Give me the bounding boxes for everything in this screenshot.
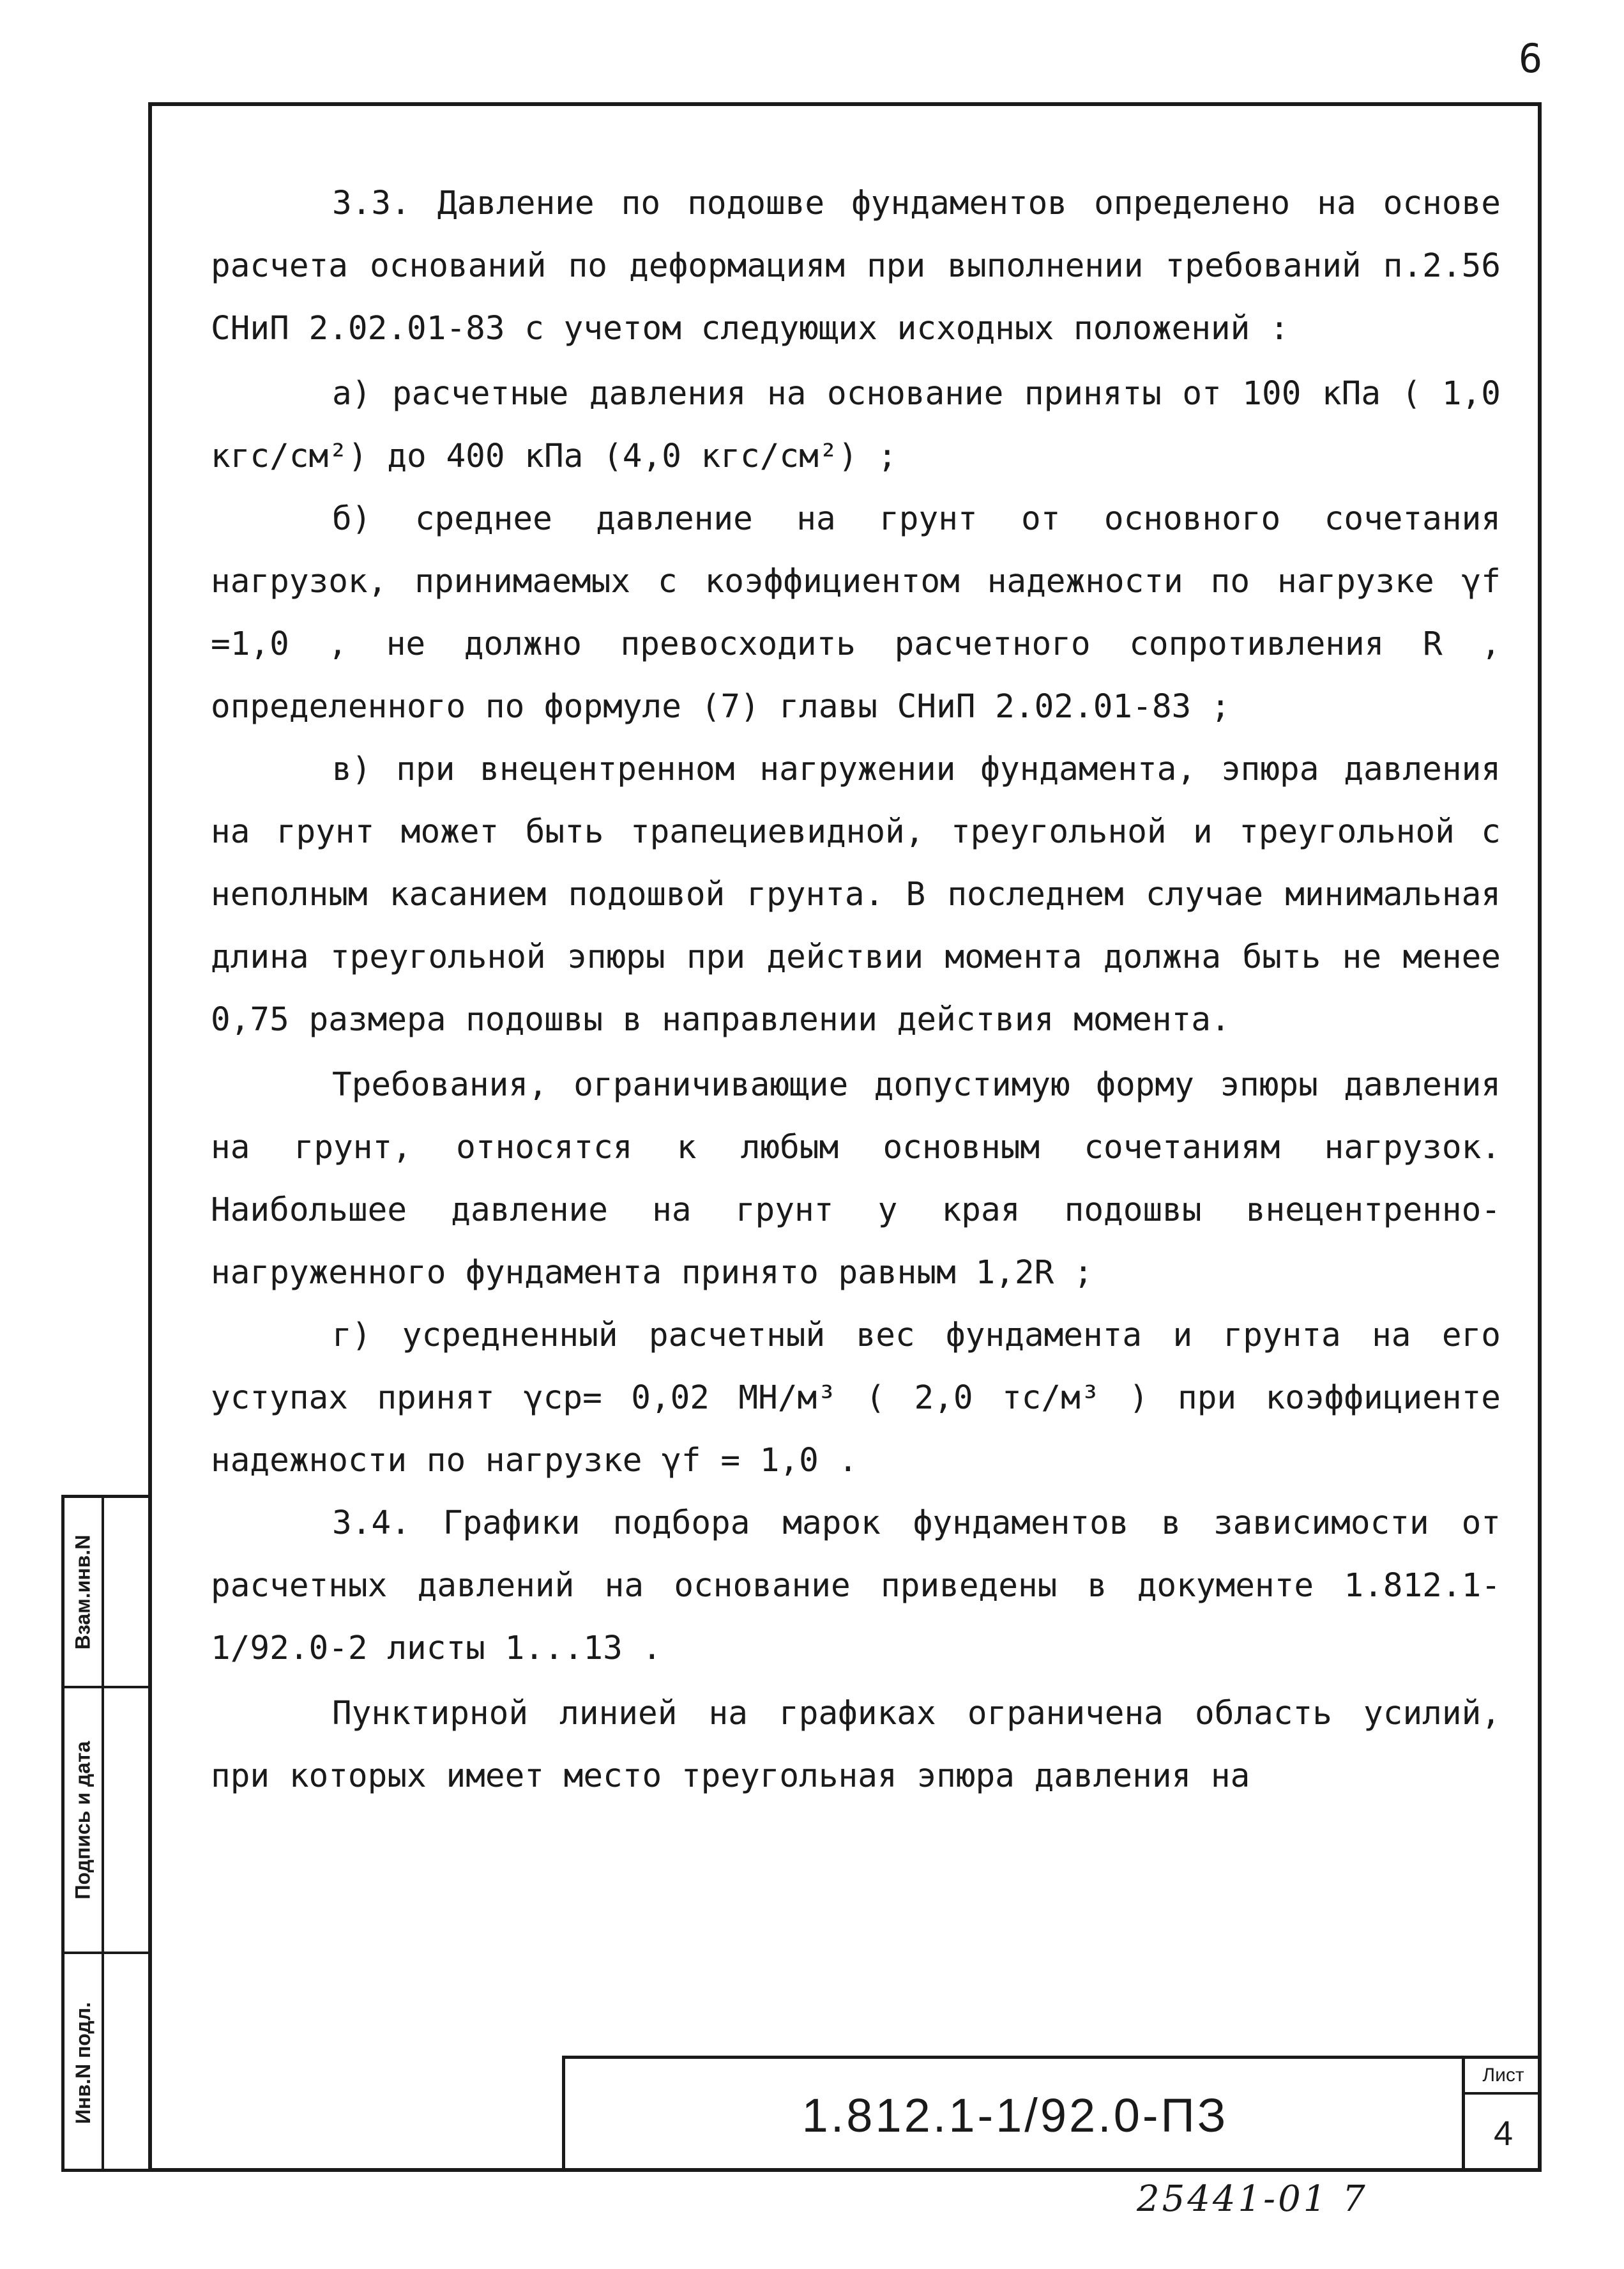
- paragraph-3-3: 3.3. Давление по подошве фундаментов определено на основе расчета оснований по деформациям при выполнении требований п.2.56 СНиП 2.02.01-83 с учетом следующих исходных положений :: [211, 185, 1501, 348]
- side-cell-vzam: [65, 1498, 102, 1686]
- paragraph-b: б) среднее давление на грунт от основного сочетания нагрузок, принимаемых с коэффициентом надежности по нагрузке γf =1,0 , не должно превосходить расчетного сопротивления R , определенного по формуле (7) главы СНиП 2.02.01-83 ;: [211, 500, 1501, 726]
- page-corner-number: 6: [1519, 35, 1543, 82]
- sheet-number: 4: [1493, 2114, 1514, 2153]
- side-cell-podpis: [65, 1688, 102, 1952]
- title-block: [562, 2056, 1542, 2172]
- paragraph-dashed-line: Пунктирной линией на графиках ограничена область усилий, при которых имеет место треугольная эпюра давления на: [211, 1695, 1501, 1795]
- sheet-label: Лист: [1465, 2059, 1542, 2095]
- paragraph-a: а) расчетные давления на основание приняты от 100 кПа ( 1,0 кгс/см²) до 400 кПа (4,0 кгс/см²) ;: [211, 375, 1501, 475]
- side-stamp-strip: [61, 1495, 148, 2172]
- document-code: 1.812.1-1/92.0-ПЗ: [801, 2089, 1229, 2142]
- side-label-inv-podl: Инв.N подл.: [71, 2001, 95, 2124]
- side-column-divider: [102, 1498, 104, 2169]
- side-label-podpis-data: Подпись и дата: [71, 1741, 95, 1899]
- paragraph-3-4: 3.4. Графики подбора марок фундаментов в зависимости от расчетных давлений на основание приведены в документе 1.812.1-1/92.0-2 листы 1...13 .: [211, 1504, 1501, 1667]
- archive-number: 25441-01 7: [1137, 2178, 1368, 2220]
- side-cell-inv-podl: [65, 1954, 102, 2171]
- side-label-vzam-inv: Взам.инв.N: [71, 1534, 95, 1649]
- sheet-cell: [1462, 2059, 1542, 2172]
- paragraph-v: в) при внецентренном нагружении фундамента, эпюра давления на грунт может быть трапециевидной, треугольной и треугольной с неполным касанием подошвой грунта. В последнем случае минимальная длина треугольной эпюры при действии момента должна быть не менее 0,75 размера подошвы в направлении действия момента.: [211, 751, 1501, 1039]
- document-body: [211, 172, 1501, 1808]
- paragraph-requirements: Требования, ограничивающие допустимую форму эпюры давления на грунт, относятся к любым основным сочетаниям нагрузок. Наибольшее давление на грунт у края подошвы внецентренно-нагруженного фундамента принято равным 1,2R ;: [211, 1066, 1501, 1292]
- paragraph-g: г) усредненный расчетный вес фундамента и грунта на его уступах принят γср= 0,02 МН/м³ ( 2,0 тс/м³ ) при коэффициенте надежности по нагрузке γf = 1,0 .: [211, 1317, 1501, 1479]
